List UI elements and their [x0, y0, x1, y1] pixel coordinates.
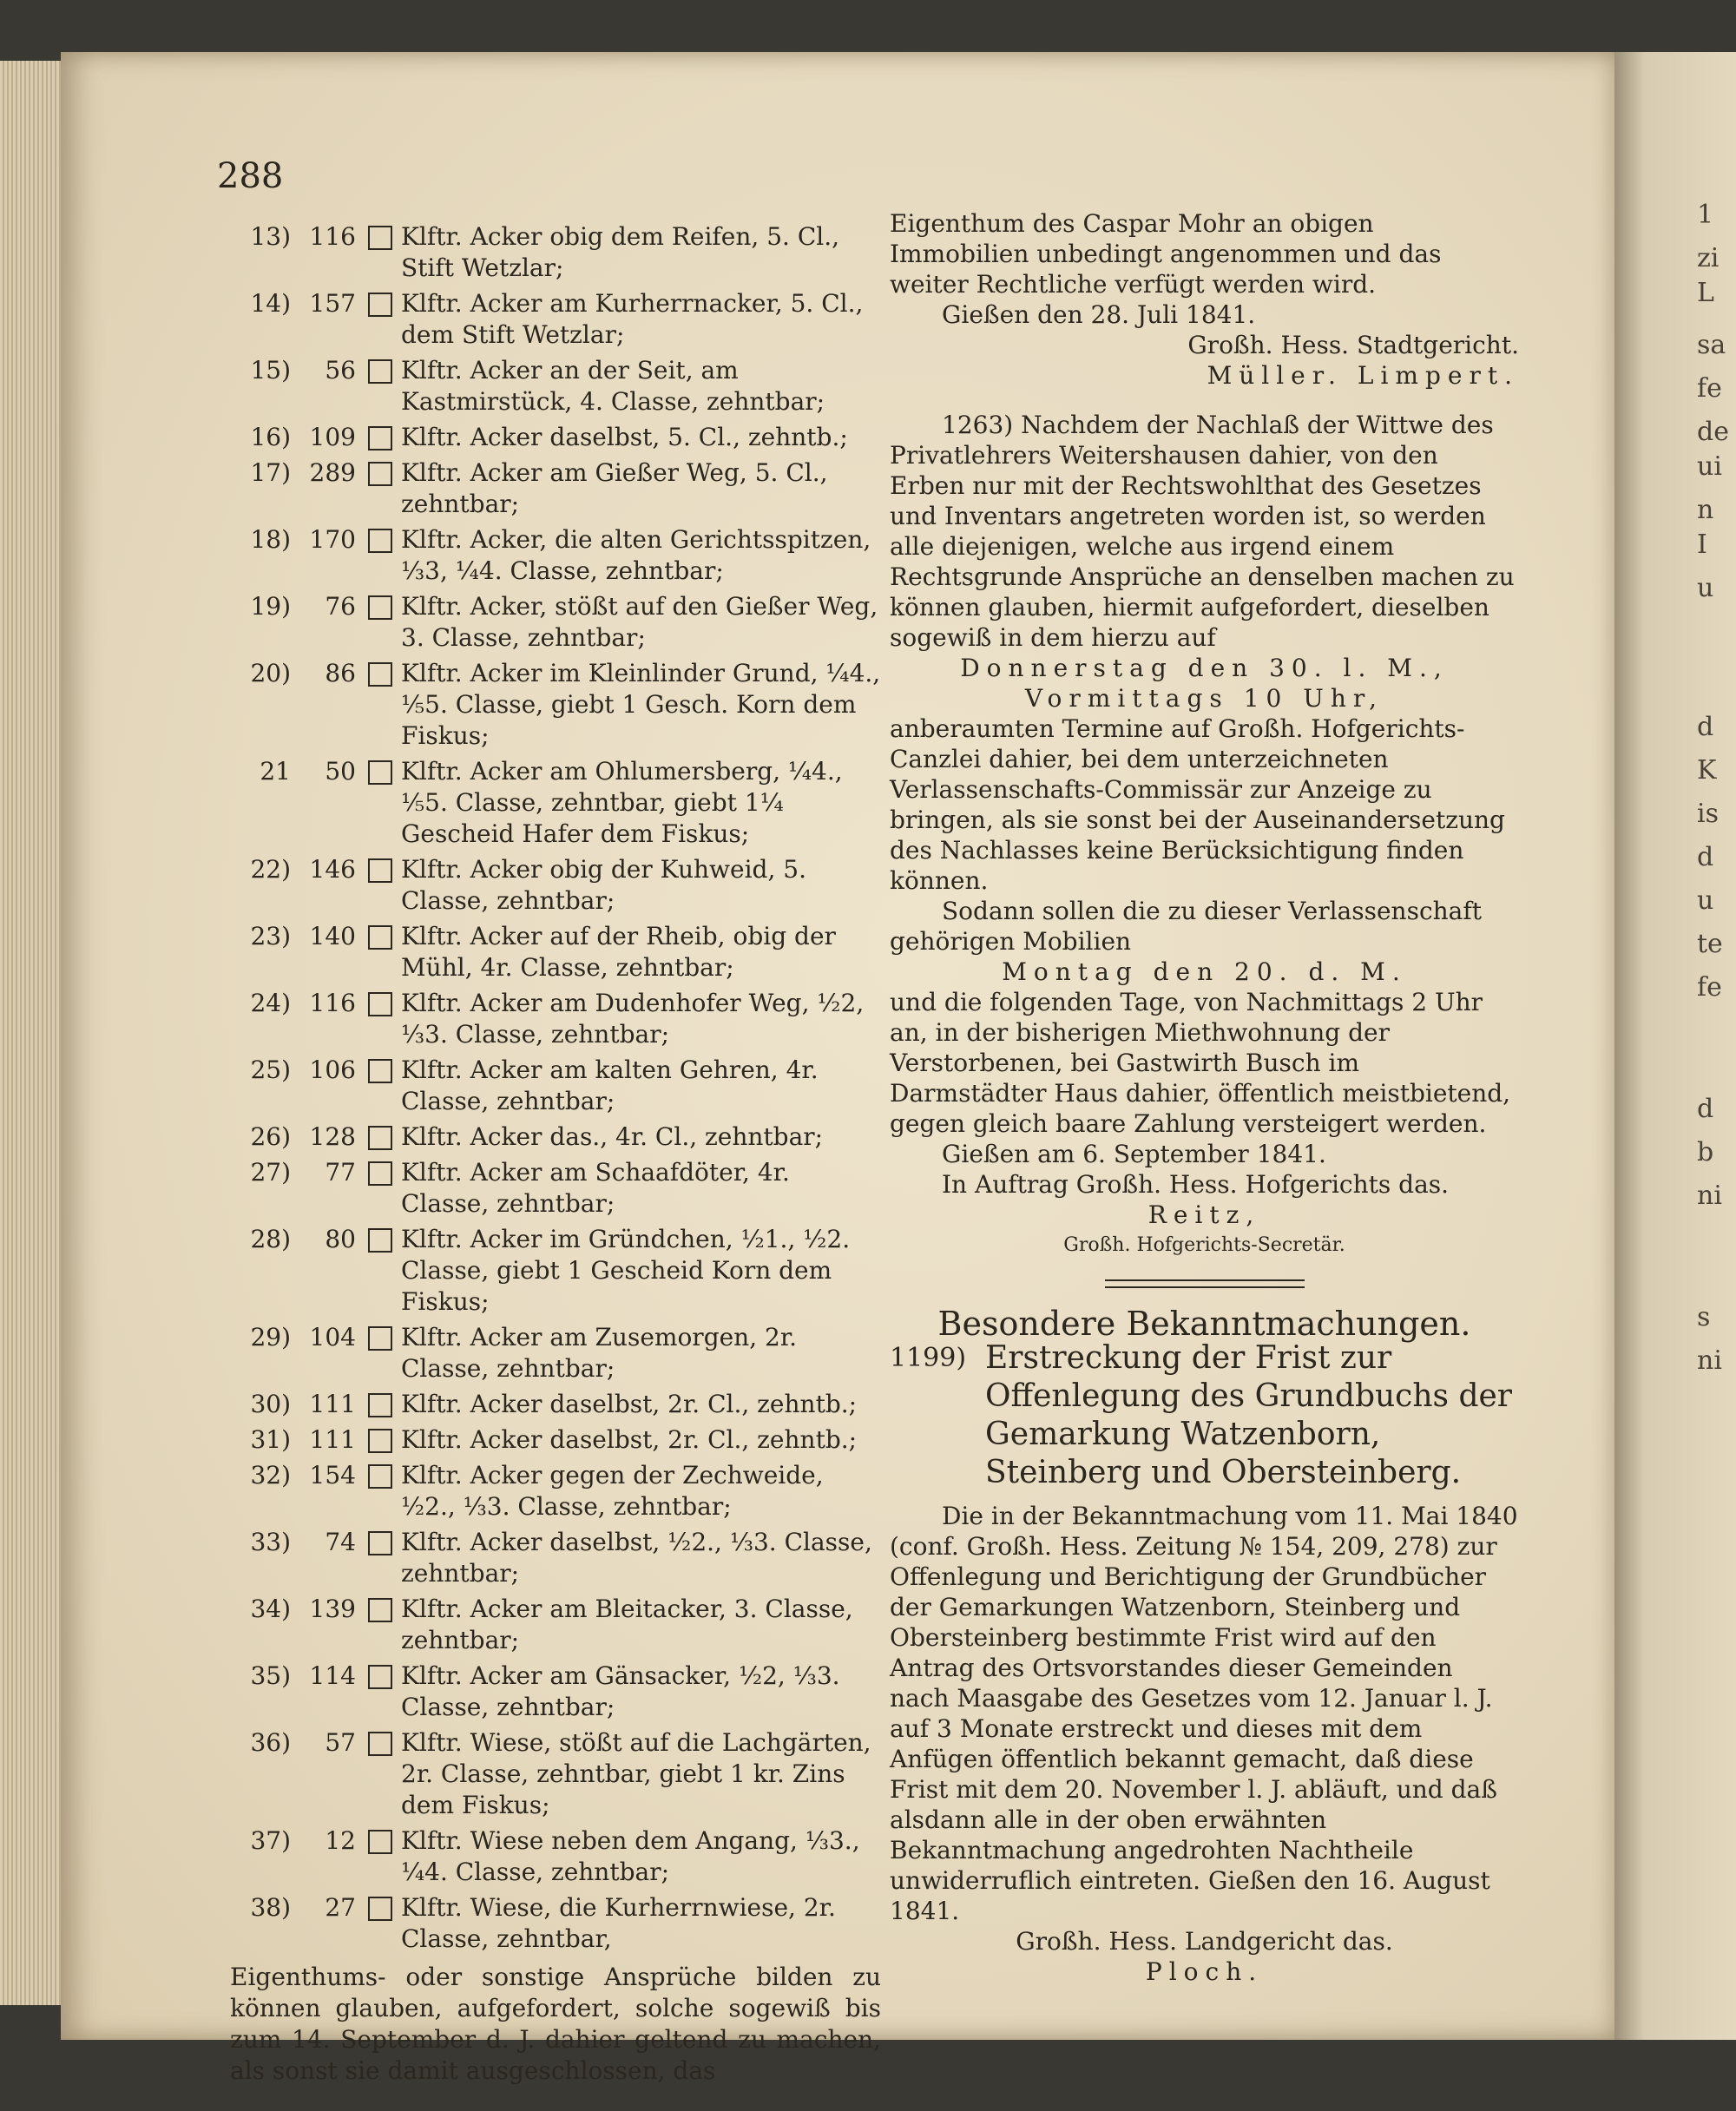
entry-quantity: 56	[325, 356, 356, 385]
checkbox-square-icon	[368, 1393, 392, 1417]
entry-description: Klftr. Acker am kalten Gehren, 4r. Classe, zehntbar;	[401, 1056, 819, 1115]
section-heading: Besondere Bekanntmachungen.	[937, 1305, 1471, 1343]
court-name: Großh. Hess. Stadtgericht.	[1187, 331, 1519, 359]
parcel-entry	[230, 1424, 881, 1456]
next-page-fragment: d	[1697, 712, 1714, 742]
parcel-entry	[230, 658, 881, 752]
auction-date: Montag den 20. d. M.	[1002, 957, 1407, 986]
next-page-fragment: L	[1697, 278, 1714, 308]
entry-number: 19)	[250, 592, 291, 621]
entry-description: Klftr. Acker am Gänsacker, ½2, ⅓3. Classe, zehntbar;	[401, 1661, 840, 1721]
entry-quantity: 140	[309, 922, 356, 950]
checkbox-square-icon	[368, 1665, 392, 1689]
checkbox-square-icon	[368, 359, 392, 384]
next-page-fragment: u	[1697, 885, 1714, 916]
date-line: Gießen den 28. Juli 1841.	[942, 300, 1256, 329]
checkbox-square-icon	[368, 426, 392, 450]
checkbox-square-icon	[368, 1732, 392, 1756]
entry-description: Klftr. Acker daselbst, 2r. Cl., zehntb.;	[401, 1425, 858, 1454]
entry-quantity: 116	[309, 222, 356, 251]
entry-description: Klftr. Acker im Gründchen, ½1., ½2. Classe, giebt 1 Gescheid Korn dem Fiskus;	[401, 1225, 851, 1316]
entry-number: 38)	[250, 1893, 291, 1922]
next-page-fragment: de	[1697, 417, 1729, 447]
entry-description: Klftr. Acker das., 4r. Cl., zehntbar;	[401, 1122, 824, 1151]
next-page-fragment: is	[1697, 799, 1719, 829]
entry-description: Klftr. Acker daselbst, 5. Cl., zehntb.;	[401, 423, 848, 451]
entry-number: 23)	[250, 922, 291, 950]
entry-quantity: 50	[325, 757, 356, 786]
next-page-fragment: K	[1697, 755, 1717, 786]
entry-quantity: 77	[325, 1158, 356, 1187]
entry-number: 15)	[250, 356, 291, 385]
entry-quantity: 27	[325, 1893, 356, 1922]
right-column	[890, 208, 1519, 1987]
parcel-entry	[230, 756, 881, 850]
parcel-entry	[230, 422, 881, 453]
entry-description: Klftr. Acker am Schaafdöter, 4r. Classe, zehntbar;	[401, 1158, 790, 1218]
notice-number: 1199)	[890, 1343, 967, 1373]
parcel-entry	[230, 1121, 881, 1153]
continuation-text: Eigenthum des Caspar Mohr an obigen Immobilien unbedingt angenommen und das weiter Rechtliche verfügt werden wird.	[890, 209, 1442, 299]
entry-description: Klftr. Acker obig der Kuhweid, 5. Classe, zehntbar;	[401, 855, 806, 915]
checkbox-square-icon	[368, 1326, 392, 1351]
next-page-fragment: n	[1697, 495, 1714, 525]
checkbox-square-icon	[368, 529, 392, 553]
parcel-entry	[230, 457, 881, 520]
entry-description: Klftr. Acker daselbst, ½2., ⅓3. Classe, zehntbar;	[401, 1528, 872, 1588]
entry-quantity: 106	[309, 1056, 356, 1084]
next-page-fragment: te	[1697, 929, 1723, 959]
parcel-entry	[230, 288, 881, 351]
entry-quantity: 86	[325, 659, 356, 687]
entry-number: 29)	[250, 1323, 291, 1351]
checkbox-square-icon	[368, 1897, 392, 1921]
checkbox-square-icon	[368, 1161, 392, 1186]
entry-number: 17)	[250, 458, 291, 487]
parcel-entry	[230, 1224, 881, 1318]
page-number: 288	[217, 156, 284, 196]
entry-description: Klftr. Acker am Bleitacker, 3. Classe, zehntbar;	[401, 1595, 853, 1654]
entry-description: Klftr. Acker am Gießer Weg, 5. Cl., zehntbar;	[401, 458, 828, 518]
parcel-list	[230, 221, 881, 1955]
entry-quantity: 116	[309, 989, 356, 1017]
entry-description: Klftr. Wiese, stößt auf die Lachgärten, 2r. Classe, zehntbar, giebt 1 kr. Zins dem Fiskus;	[401, 1728, 871, 1819]
notice-1263-body-3: Sodann sollen die zu dieser Verlassenschaft gehörigen Mobilien	[890, 897, 1482, 956]
auftrag-line: In Auftrag Großh. Hess. Hofgerichts das.	[942, 1170, 1450, 1199]
entry-number: 30)	[250, 1390, 291, 1418]
parcel-entry	[230, 1661, 881, 1723]
entry-number: 27)	[250, 1158, 291, 1187]
parcel-entry	[230, 988, 881, 1050]
entry-quantity: 111	[309, 1425, 356, 1454]
checkbox-square-icon	[368, 1830, 392, 1854]
entry-number: 25)	[250, 1056, 291, 1084]
entry-quantity: 114	[309, 1661, 356, 1690]
entry-quantity: 111	[309, 1390, 356, 1418]
next-page-fragment: ni	[1697, 1345, 1722, 1376]
checkbox-square-icon	[368, 226, 392, 250]
entry-number: 36)	[250, 1728, 291, 1757]
entry-number: 26)	[250, 1122, 291, 1151]
notice-1263-body: 1263) Nachdem der Nachlaß der Wittwe des Privatlehrers Weitershausen dahier, von den Erben nur mit der Rechtswohlthat des Gesetzes und Inventars angetreten worden ist, so werden alle diejenigen, welche aus irgend einem Rechtsgrunde Ansprüche an denselben machen zu können glauben, hiermit aufgefordert, dieselben sogewiß in dem hierzu auf	[890, 411, 1515, 652]
entry-quantity: 128	[309, 1122, 356, 1151]
entry-number: 32)	[250, 1461, 291, 1490]
entry-description: Klftr. Acker, stößt auf den Gießer Weg, 3. Classe, zehntbar;	[401, 592, 878, 652]
entry-description: Klftr. Acker, die alten Gerichtsspitzen, ⅓3, ¼4. Classe, zehntbar;	[401, 525, 871, 585]
entry-quantity: 109	[309, 423, 356, 451]
notice-1199-body: Die in der Bekanntmachung vom 11. Mai 1840 (conf. Großh. Hess. Zeitung № 154, 209, 278) zur Offenlegung und Berichtigung der Grundbücher der Gemarkungen Watzenborn, Steinberg und Obersteinberg bestimmte Frist wird auf den Antrag des Ortsvorstandes dieser Gemeinden nach Maasgabe des Gesetzes vom 12. Januar l. J. auf 3 Monate erstreckt und dieses mit dem Anfügen öffentlich bekannt gemacht, daß diese Frist mit dem 20. November l. J. abläuft, und daß alsdann alle in der oben erwähnten Bekanntmachung angedrohten Nachtheile unwiderruflich eintreten. Gießen den 16. August 1841.	[890, 1502, 1518, 1925]
entry-number: 24)	[250, 989, 291, 1017]
checkbox-square-icon	[368, 1228, 392, 1253]
next-page-fragment: b	[1697, 1137, 1714, 1167]
signer-name: Reitz,	[1147, 1200, 1261, 1229]
signers: Müller. Limpert.	[1207, 361, 1519, 390]
entry-number: 34)	[250, 1595, 291, 1623]
entry-quantity: 80	[325, 1225, 356, 1253]
entry-number: 13)	[250, 222, 291, 251]
entry-quantity: 154	[309, 1461, 356, 1490]
time-announcement: Vormittags 10 Uhr,	[1024, 684, 1384, 713]
entry-number: 16)	[250, 423, 291, 451]
next-page-fragment: ui	[1697, 451, 1722, 482]
checkbox-square-icon	[368, 992, 392, 1016]
checkbox-square-icon	[368, 925, 392, 950]
entry-number: 35)	[250, 1661, 291, 1690]
checkbox-square-icon	[368, 760, 392, 785]
entry-quantity: 104	[309, 1323, 356, 1351]
entry-description: Klftr. Acker am Ohlumersberg, ¼4., ⅕5. Classe, zehntbar, giebt 1¼ Gescheid Hafer dem Fiskus;	[401, 757, 843, 848]
next-page-edge	[1614, 52, 1736, 2040]
checkbox-square-icon	[368, 858, 392, 883]
checkbox-square-icon	[368, 462, 392, 486]
entry-description: Klftr. Acker an der Seit, am Kastmirstück, 4. Classe, zehntbar;	[401, 356, 825, 416]
entry-description: Klftr. Acker daselbst, 2r. Cl., zehntb.;	[401, 1390, 858, 1418]
next-page-fragment: sa	[1697, 330, 1726, 360]
entry-description: Klftr. Acker obig dem Reifen, 5. Cl., Stift Wetzlar;	[401, 222, 839, 282]
checkbox-square-icon	[368, 662, 392, 687]
entry-description: Klftr. Acker am Dudenhofer Weg, ½2, ⅓3. Classe, zehntbar;	[401, 989, 865, 1049]
entry-quantity: 157	[309, 289, 356, 318]
next-page-fragment: zi	[1697, 243, 1720, 273]
parcel-entry	[230, 1055, 881, 1117]
left-column	[230, 221, 881, 2111]
next-page-fragment: fe	[1697, 373, 1722, 404]
parcel-entry	[230, 1825, 881, 1888]
left-closing-text: Eigenthums- oder sonstige Ansprüche bilden zu können glauben, aufgefordert, solche sogewiß bis zum 14. September d. J. dahier geltend zu machen, als sonst sie damit ausgeschlossen, das	[230, 1963, 881, 2085]
next-page-fragment: u	[1697, 573, 1714, 603]
entry-quantity: 12	[325, 1826, 356, 1855]
parcel-entry	[230, 1322, 881, 1384]
entry-quantity: 289	[309, 458, 356, 487]
notice-1263-body-4: und die folgenden Tage, von Nachmittags 2 Uhr an, in der bisherigen Miethwohnung der Verstorbenen, bei Gastwirth Busch im Darmstädter Haus dahier, öffentlich meistbietend, gegen gleich baare Zahlung versteigert werden.	[890, 988, 1511, 1138]
entry-number: 22)	[250, 855, 291, 884]
entry-description: Klftr. Wiese neben dem Angang, ⅓3., ¼4. Classe, zehntbar;	[401, 1826, 860, 1886]
entry-number: 33)	[250, 1528, 291, 1556]
entry-description: Klftr. Acker am Zusemorgen, 2r. Classe, zehntbar;	[401, 1323, 798, 1383]
next-page-fragment: ni	[1697, 1180, 1722, 1211]
entry-quantity: 170	[309, 525, 356, 554]
entry-quantity: 57	[325, 1728, 356, 1757]
entry-quantity: 139	[309, 1595, 356, 1623]
next-page-fragment: 1	[1697, 200, 1714, 230]
checkbox-square-icon	[368, 1126, 392, 1150]
checkbox-square-icon	[368, 1464, 392, 1489]
parcel-entry	[230, 1389, 881, 1420]
notice-1263-body-2: anberaumten Termine auf Großh. Hofgerichts-Canzlei dahier, bei dem unterzeichneten Verlassenschafts-Commissär zur Anzeige zu bringen, als sie sonst bei der Auseinandersetzung des Nachlasses keine Berücksichtigung finden können.	[890, 714, 1505, 895]
parcel-entry	[230, 1892, 881, 1955]
notice-1199-title-block	[890, 1339, 1519, 1492]
checkbox-square-icon	[368, 1598, 392, 1622]
entry-quantity: 74	[325, 1528, 356, 1556]
parcel-entry	[230, 1594, 881, 1656]
next-page-fragment: d	[1697, 1094, 1714, 1124]
entry-description: Klftr. Wiese, die Kurherrnwiese, 2r. Classe, zehntbar,	[401, 1893, 836, 1953]
parcel-entry	[230, 854, 881, 917]
parcel-entry	[230, 355, 881, 418]
entry-description: Klftr. Acker auf der Rheib, obig der Mühl, 4r. Classe, zehntbar;	[401, 922, 836, 982]
parcel-entry	[230, 591, 881, 654]
entry-quantity: 76	[325, 592, 356, 621]
signer-title: Großh. Hofgerichts-Secretär.	[1063, 1234, 1345, 1256]
parcel-entry	[230, 1527, 881, 1589]
entry-number: 31)	[250, 1425, 291, 1454]
parcel-entry	[230, 524, 881, 587]
date-line: Gießen am 6. September 1841.	[942, 1140, 1326, 1168]
next-page-fragment: d	[1697, 842, 1714, 872]
parcel-entry	[230, 1460, 881, 1522]
next-page-fragment: s	[1697, 1302, 1711, 1332]
entry-number: 18)	[250, 525, 291, 554]
checkbox-square-icon	[368, 1429, 392, 1453]
parcel-entry	[230, 921, 881, 983]
entry-description: Klftr. Acker gegen der Zechweide, ½2., ⅓3. Classe, zehntbar;	[401, 1461, 824, 1521]
entry-number: 20)	[250, 659, 291, 687]
next-page-fragment: I	[1697, 529, 1707, 560]
checkbox-square-icon	[368, 1059, 392, 1083]
entry-quantity: 146	[309, 855, 356, 884]
entry-number: 21	[260, 757, 291, 786]
entry-number: 37)	[250, 1826, 291, 1855]
signer-name: Ploch.	[1145, 1957, 1264, 1986]
parcel-entry	[230, 1157, 881, 1220]
parcel-entry	[230, 221, 881, 284]
notice-title: Erstreckung der Frist zur Offenlegung des Grundbuchs der Gemarkung Watzenborn, Steinberg und Obersteinberg.	[985, 1340, 1513, 1490]
checkbox-square-icon	[368, 293, 392, 317]
checkbox-square-icon	[368, 1531, 392, 1555]
parcel-entry	[230, 1727, 881, 1821]
date-announcement: Donnerstag den 30. l. M.,	[960, 654, 1449, 682]
entry-number: 14)	[250, 289, 291, 318]
checkbox-square-icon	[368, 595, 392, 620]
section-divider	[1105, 1279, 1305, 1288]
next-page-fragment: fe	[1697, 972, 1722, 1003]
entry-description: Klftr. Acker am Kurherrnacker, 5. Cl., dem Stift Wetzlar;	[401, 289, 864, 349]
court-name: Großh. Hess. Landgericht das.	[1016, 1927, 1393, 1956]
entry-number: 28)	[250, 1225, 291, 1253]
entry-description: Klftr. Acker im Kleinlinder Grund, ¼4., ⅕5. Classe, giebt 1 Gesch. Korn dem Fiskus;	[401, 659, 881, 750]
